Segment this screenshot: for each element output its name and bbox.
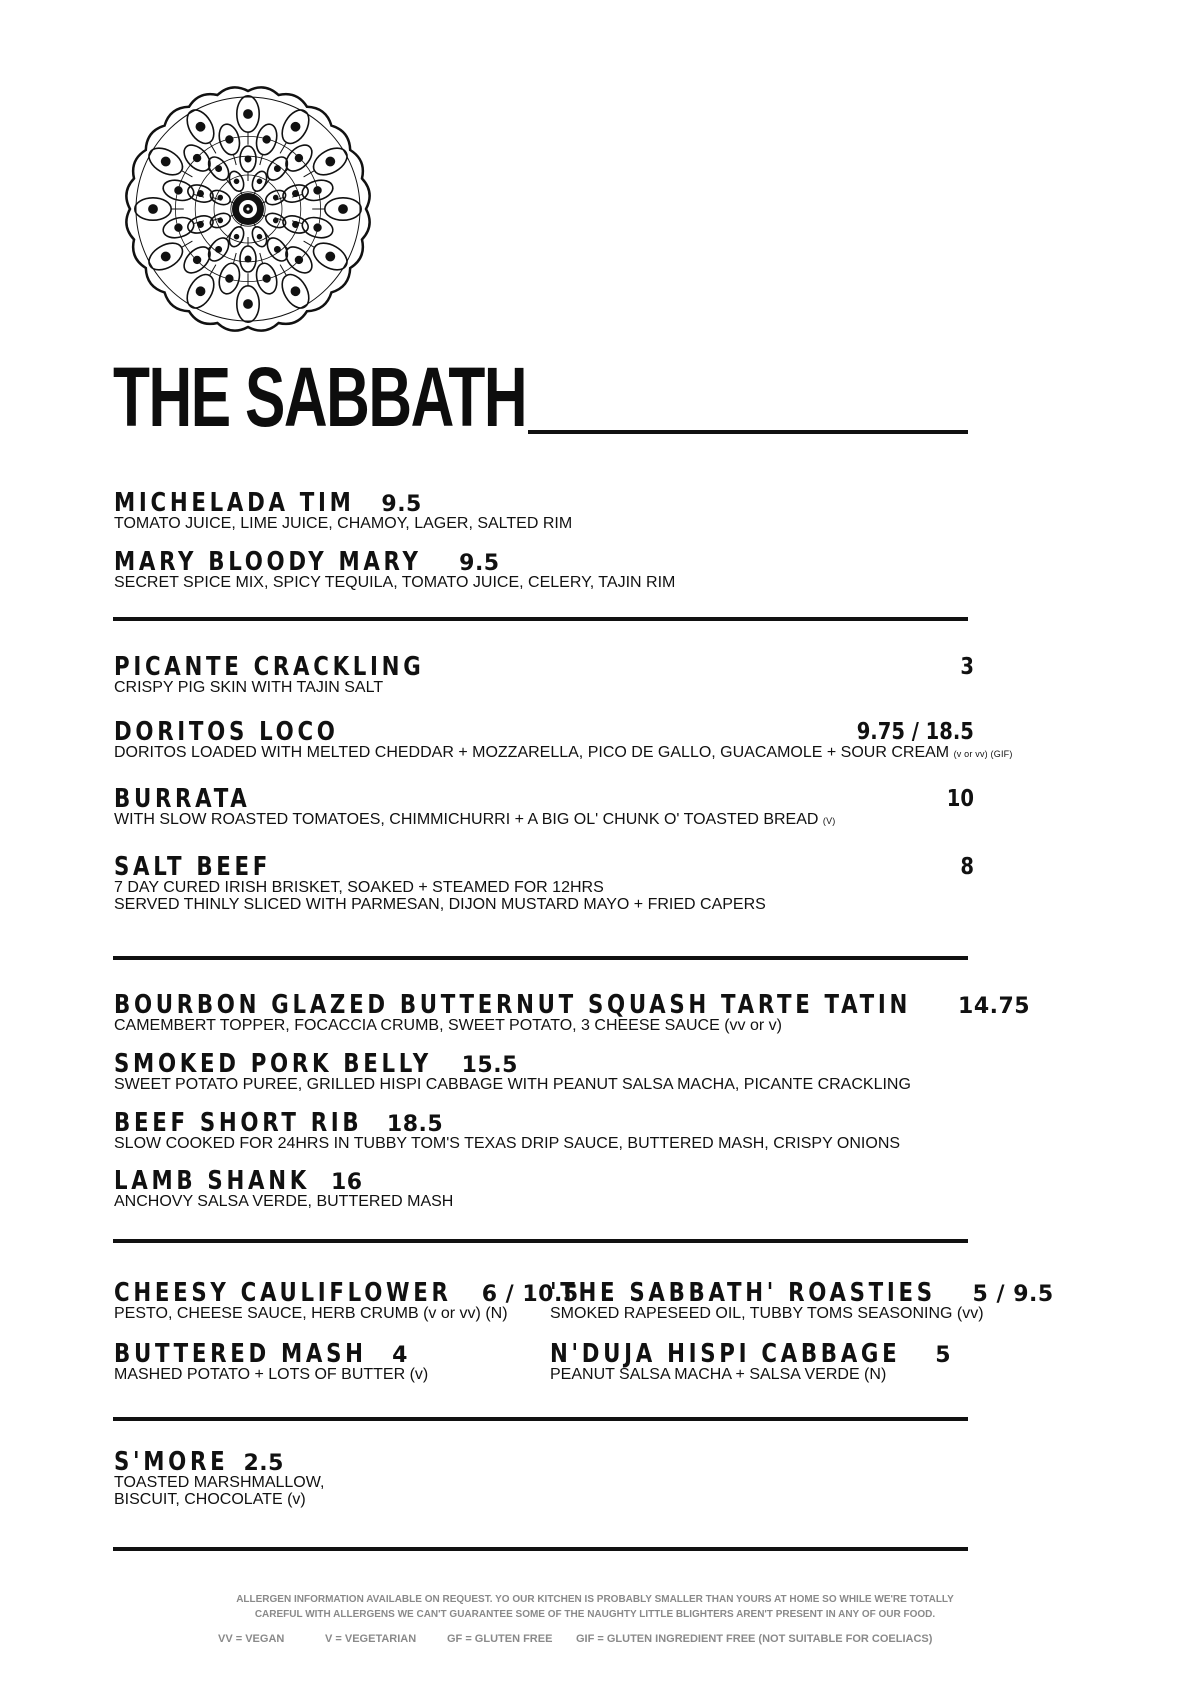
- item-price: 4: [392, 1343, 408, 1368]
- menu-item: [114, 1278, 579, 1322]
- item-price: 8: [960, 854, 974, 880]
- item-price: 9.75 / 18.5: [856, 719, 974, 745]
- legend-vegetarian: V = VEGETARIAN: [325, 1633, 417, 1645]
- dietary-tag: (V): [822, 816, 836, 826]
- item-price: 5: [935, 1343, 952, 1368]
- section-divider: [113, 617, 968, 621]
- mandala-logo: [117, 78, 379, 340]
- menu-item: [114, 1447, 974, 1508]
- page-title: THE SABBATH: [113, 350, 527, 444]
- item-description-line2: BISCUIT, CHOCOLATE (v): [114, 1491, 306, 1508]
- item-description-text: WITH SLOW ROASTED TOMATOES, CHIMMICHURRI + A BIG OL' CHUNK O' TOASTED BREAD: [114, 811, 819, 828]
- item-description: TOMATO JUICE, LIME JUICE, CHAMOY, LAGER, SALTED RIM: [114, 515, 573, 532]
- menu-item: [114, 1339, 534, 1383]
- item-name: PICANTE CRACKLING: [114, 652, 425, 682]
- dietary-tag: (v or vv) (GIF): [953, 749, 1013, 759]
- menu-item: [550, 1339, 990, 1383]
- menu-item: [114, 488, 974, 532]
- allergen-notice: [0, 1592, 1190, 1622]
- item-name: BEEF SHORT RIB: [114, 1108, 363, 1138]
- section-divider: [113, 1547, 968, 1551]
- item-price: 3: [960, 654, 974, 680]
- item-description: CAMEMBERT TOPPER, FOCACCIA CRUMB, SWEET POTATO, 3 CHEESE SAUCE (vv or v): [114, 1017, 782, 1034]
- item-price: 10: [946, 786, 974, 812]
- item-description: SECRET SPICE MIX, SPICY TEQUILA, TOMATO JUICE, CELERY, TAJIN RIM: [114, 574, 676, 591]
- allergen-notice-line1: ALLERGEN INFORMATION AVAILABLE ON REQUEST. YO OUR KITCHEN IS PROBABLY SMALLER THAN YOURS AT HOME SO WHILE WE'RE TOTALLY: [236, 1594, 954, 1605]
- item-price: 9.5: [381, 492, 422, 517]
- section-divider: [113, 1417, 968, 1421]
- menu-item: [114, 990, 1031, 1034]
- item-price: 2.5: [243, 1451, 284, 1476]
- item-description: SWEET POTATO PUREE, GRILLED HISPI CABBAGE WITH PEANUT SALSA MACHA, PICANTE CRACKLING: [114, 1076, 911, 1093]
- item-price: 16: [330, 1170, 363, 1195]
- item-name: BURRATA: [114, 784, 251, 814]
- menu-item: [114, 784, 974, 830]
- item-description: PESTO, CHEESE SAUCE, HERB CRUMB (v or vv) (N): [114, 1305, 508, 1322]
- item-description: CRISPY PIG SKIN WITH TAJIN SALT: [114, 679, 384, 696]
- item-name: MICHELADA TIM: [114, 488, 355, 518]
- item-price: 9.5: [459, 551, 500, 576]
- legend-gluten-ingredient-free: GIF = GLUTEN INGREDIENT FREE (NOT SUITABLE FOR COELIACS): [576, 1633, 933, 1645]
- item-description: 7 DAY CURED IRISH BRISKET, SOAKED + STEAMED FOR 12HRS: [114, 879, 604, 896]
- item-description: MASHED POTATO + LOTS OF BUTTER (v): [114, 1366, 429, 1383]
- menu-item: [550, 1278, 1054, 1322]
- menu-item: [114, 1108, 974, 1152]
- menu-item: [114, 1049, 974, 1093]
- item-price: 5 / 9.5: [972, 1282, 1054, 1307]
- menu-item: [114, 717, 1013, 763]
- item-description: ANCHOVY SALSA VERDE, BUTTERED MASH: [114, 1193, 454, 1210]
- item-description: TOASTED MARSHMALLOW,: [114, 1474, 325, 1491]
- section-divider: [113, 956, 968, 960]
- section-divider: [113, 1239, 968, 1243]
- menu-item: [114, 547, 974, 591]
- item-description: PEANUT SALSA MACHA + SALSA VERDE (N): [550, 1366, 887, 1383]
- menu-item: [114, 1166, 974, 1210]
- legend-gluten-free: GF = GLUTEN FREE: [447, 1633, 553, 1645]
- item-description: SLOW COOKED FOR 24HRS IN TUBBY TOM'S TEXAS DRIP SAUCE, BUTTERED MASH, CRISPY ONIONS: [114, 1135, 901, 1152]
- item-description-text: DORITOS LOADED WITH MELTED CHEDDAR + MOZZARELLA, PICO DE GALLO, GUACAMOLE + SOUR CREAM: [114, 744, 950, 761]
- item-name: SMOKED PORK BELLY: [114, 1049, 432, 1079]
- legend-vegan: VV = VEGAN: [218, 1633, 285, 1645]
- item-name: CHEESY CAULIFLOWER: [114, 1278, 452, 1308]
- title-divider: [528, 430, 968, 434]
- item-price: 15.5: [461, 1053, 518, 1078]
- menu-item: [114, 852, 974, 913]
- item-description: SMOKED RAPESEED OIL, TUBBY TOMS SEASONING (vv): [550, 1305, 984, 1322]
- item-name: 'THE SABBATH' ROASTIES: [550, 1278, 936, 1308]
- allergen-notice-line2: CAREFUL WITH ALLERGENS WE CAN'T GUARANTEE SOME OF THE NAUGHTY LITTLE BLIGHTERS AREN'T PRESENT IN ANY OF OUR FOOD.: [254, 1609, 936, 1620]
- item-name: BOURBON GLAZED BUTTERNUT SQUASH TARTE TATIN: [114, 990, 912, 1020]
- item-description-line2: SERVED THINLY SLICED WITH PARMESAN, DIJON MUSTARD MAYO + FRIED CAPERS: [114, 896, 766, 913]
- item-price: 14.75: [958, 994, 1031, 1019]
- menu-item: [114, 652, 974, 696]
- item-name: MARY BLOODY MARY: [114, 547, 422, 577]
- item-name: BUTTERED MASH: [114, 1339, 367, 1369]
- item-name: SALT BEEF: [114, 852, 272, 882]
- item-name: DORITOS LOCO: [114, 717, 339, 747]
- item-name: S'MORE: [114, 1447, 229, 1477]
- item-price: 6 / 10.5: [481, 1282, 579, 1307]
- item-price: 18.5: [386, 1112, 444, 1137]
- item-name: N'DUJA HISPI CABBAGE: [550, 1339, 901, 1369]
- item-name: LAMB SHANK: [114, 1166, 310, 1196]
